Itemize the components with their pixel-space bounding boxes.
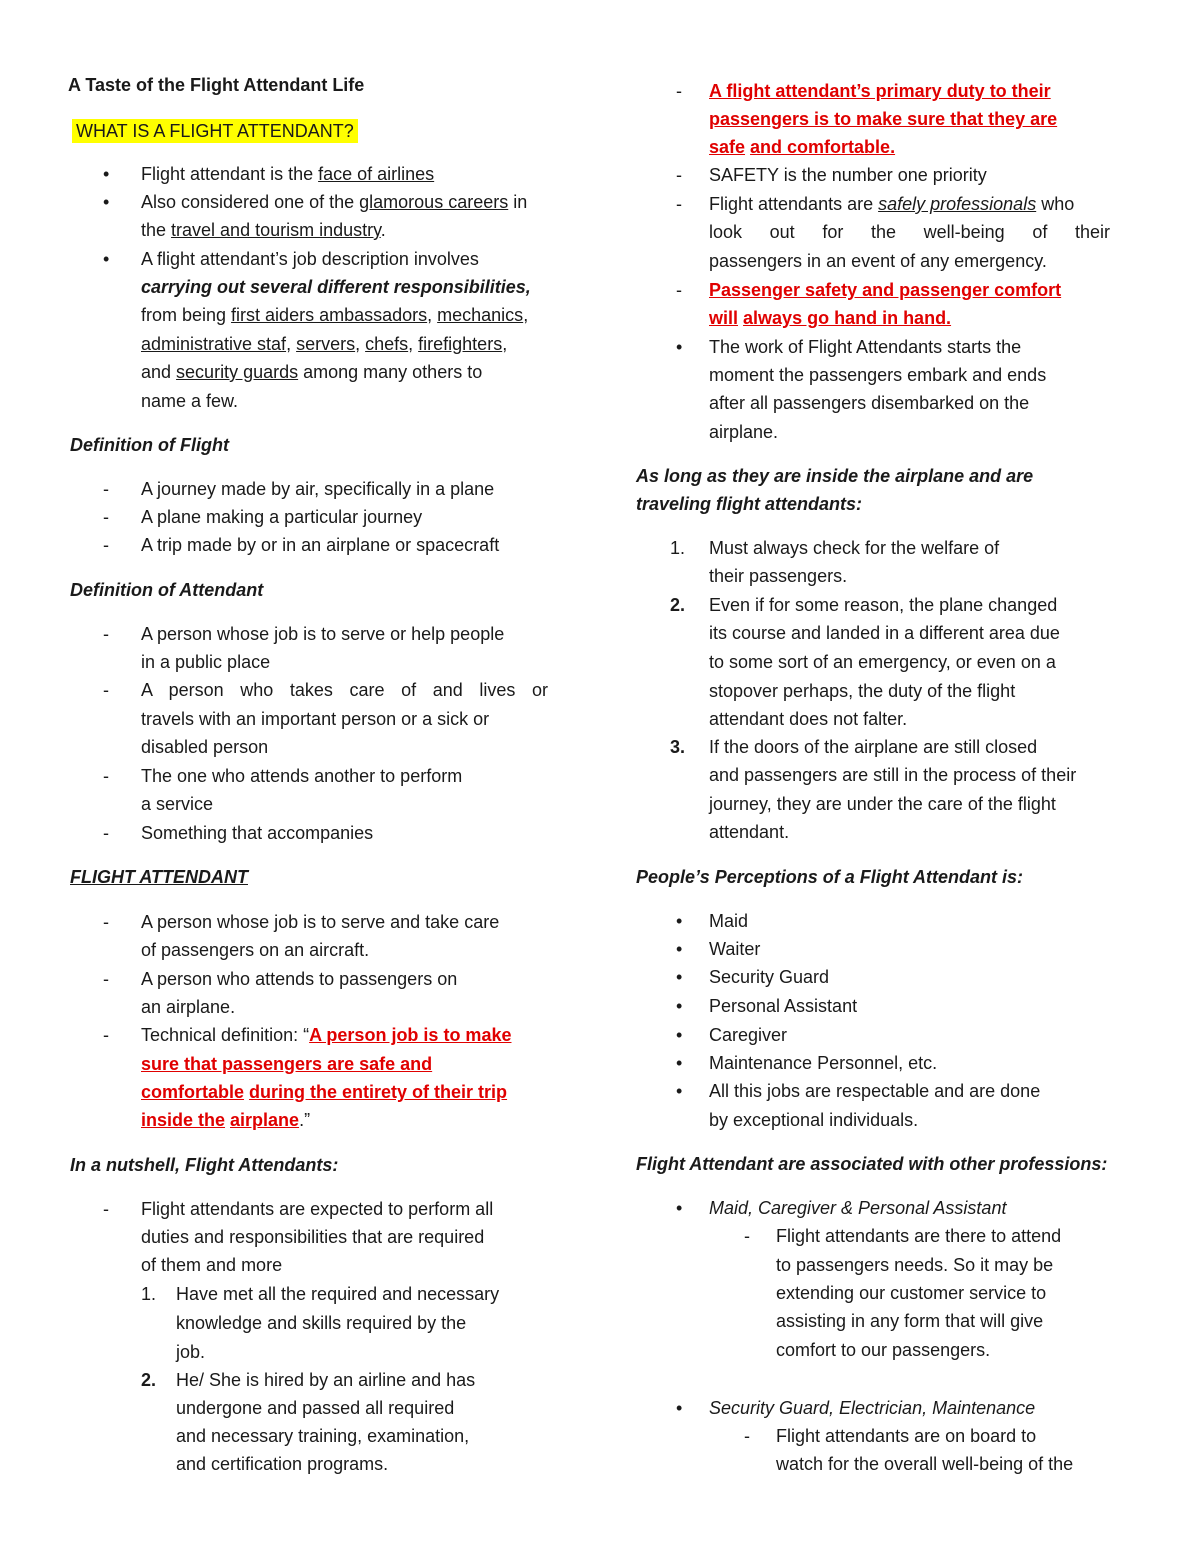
primary-duty-cont: safe and comfortable. (709, 137, 896, 157)
list-item-cont: of passengers on an aircraft. (141, 940, 370, 960)
list-item-cont: after all passengers disembarked on the (709, 393, 1030, 413)
inside-heading-cont: traveling flight attendants: (636, 494, 863, 514)
list-item: A person who takes care of and lives or (141, 680, 548, 700)
number-marker: 2. (670, 595, 686, 615)
dash-marker: - (103, 1025, 109, 1045)
numbered-item: He/ She is hired by an airline and has (176, 1370, 476, 1390)
dash-marker: - (103, 823, 109, 843)
dash-marker: - (744, 1426, 750, 1446)
list-item: Flight attendants are expected to perform all (141, 1199, 494, 1219)
list-item: Something that accompanies (141, 823, 374, 843)
list-item-cont: in a public place (141, 652, 271, 672)
document-title: A Taste of the Flight Attendant Life (68, 75, 365, 95)
list-item: A trip made by or in an airplane or spacecraft (141, 535, 500, 555)
list-item-cont: duties and responsibilities that are required (141, 1227, 485, 1247)
dash-marker: - (103, 680, 109, 700)
list-item: Security Guard (709, 967, 830, 987)
dash-marker: - (103, 766, 109, 786)
perceptions-heading: People’s Perceptions of a Flight Attendant is: (636, 867, 1024, 887)
dash-marker: - (103, 1199, 109, 1219)
numbered-item-cont: to some sort of an emergency, or even on a (709, 652, 1056, 672)
dash-marker: - (676, 194, 682, 214)
list-item-cont: moment the passengers embark and ends (709, 365, 1047, 385)
list-item-cont: assisting in any form that will give (776, 1311, 1044, 1331)
profession-group: Security Guard, Electrician, Maintenance (709, 1398, 1036, 1418)
dash-marker: - (744, 1226, 750, 1246)
technical-definition-cont: comfortable during the entirety of their trip (141, 1082, 508, 1102)
list-item: A plane making a particular journey (141, 507, 423, 527)
bullet-marker: • (676, 1398, 683, 1418)
list-item-cont: watch for the overall well-being of the (776, 1454, 1074, 1474)
list-item: All this jobs are respectable and are done (709, 1081, 1041, 1101)
bullet-marker: • (103, 192, 110, 212)
dash-marker: - (103, 507, 109, 527)
number-marker: 1. (141, 1284, 157, 1304)
intro-bullet-3-l6: name a few. (141, 391, 239, 411)
list-item: A person whose job is to serve or help people (141, 624, 505, 644)
dash-marker: - (676, 81, 682, 101)
numbered-item: Must always check for the welfare of (709, 538, 1000, 558)
list-item: SAFETY is the number one priority (709, 165, 987, 185)
inside-heading: As long as they are inside the airplane and are (636, 466, 1034, 486)
list-item-cont: disabled person (141, 737, 269, 757)
number-marker: 2. (141, 1370, 157, 1390)
list-item: The work of Flight Attendants starts the (709, 337, 1022, 357)
flight-attendant-heading: FLIGHT ATTENDANT (70, 867, 248, 887)
list-item: Waiter (709, 939, 761, 959)
list-item-cont: comfort to our passengers. (776, 1340, 991, 1360)
intro-bullet-2: Also considered one of the glamorous careers in (141, 192, 528, 212)
list-item: Flight attendants are on board to (776, 1426, 1037, 1446)
bullet-marker: • (676, 1025, 683, 1045)
safety-comfort: Passenger safety and passenger comfort (709, 280, 1062, 300)
numbered-item-cont: attendant does not falter. (709, 709, 908, 729)
list-item-cont: look out for the well-being of their (709, 222, 1110, 242)
bullet-marker: • (676, 1081, 683, 1101)
numbered-item-cont: journey, they are under the care of the flight (709, 794, 1056, 814)
technical-definition-cont: sure that passengers are safe and (141, 1054, 433, 1074)
intro-bullet-2-cont: the travel and tourism industry. (141, 220, 386, 240)
list-item-cont: an airplane. (141, 997, 236, 1017)
technical-definition: Technical definition: “A person job is to make (141, 1025, 512, 1045)
list-item-cont: airplane. (709, 422, 779, 442)
bullet-marker: • (676, 939, 683, 959)
dash-marker: - (676, 280, 682, 300)
list-item-cont: extending our customer service to (776, 1283, 1047, 1303)
intro-bullet-3-l3: from being first aiders ambassadors, mechanics, (141, 305, 529, 325)
bullet-marker: • (676, 967, 683, 987)
profession-group: Maid, Caregiver & Personal Assistant (709, 1198, 1007, 1218)
list-item-cont: passengers in an event of any emergency. (709, 251, 1047, 271)
list-item: A journey made by air, specifically in a plane (141, 479, 495, 499)
numbered-item-cont: and passengers are still in the process of their (709, 765, 1077, 785)
definition-attendant-heading: Definition of Attendant (70, 580, 264, 600)
intro-bullet-1: Flight attendant is the face of airlines (141, 164, 435, 184)
intro-bullet-3-l5: and security guards among many others to (141, 362, 483, 382)
number-marker: 3. (670, 737, 686, 757)
list-item: Maid (709, 911, 749, 931)
bullet-marker: • (676, 1198, 683, 1218)
list-item-cont: of them and more (141, 1255, 283, 1275)
numbered-item-cont: its course and landed in a different area due (709, 623, 1060, 643)
list-item-cont: by exceptional individuals. (709, 1110, 919, 1130)
nutshell-heading: In a nutshell, Flight Attendants: (70, 1155, 339, 1175)
list-item: Flight attendants are there to attend (776, 1226, 1062, 1246)
list-item: Personal Assistant (709, 996, 858, 1016)
primary-duty: A flight attendant’s primary duty to their (709, 81, 1051, 101)
bullet-marker: • (103, 249, 110, 269)
list-item: A person who attends to passengers on (141, 969, 458, 989)
dash-marker: - (676, 165, 682, 185)
numbered-item-cont: job. (176, 1342, 206, 1362)
associated-heading: Flight Attendant are associated with other professions: (636, 1154, 1108, 1174)
intro-bullet-3-l4: administrative staf, servers, chefs, firefighters, (141, 334, 508, 354)
what-is-heading: WHAT IS A FLIGHT ATTENDANT? (72, 119, 358, 143)
dash-marker: - (103, 912, 109, 932)
list-item: The one who attends another to perform (141, 766, 463, 786)
numbered-item-cont: stopover perhaps, the duty of the flight (709, 681, 1016, 701)
safety-comfort-cont: will always go hand in hand. (709, 308, 952, 328)
bullet-marker: • (103, 164, 110, 184)
numbered-item-cont: their passengers. (709, 566, 848, 586)
numbered-item-cont: undergone and passed all required (176, 1398, 455, 1418)
numbered-item: Even if for some reason, the plane changed (709, 595, 1058, 615)
numbered-item-cont: attendant. (709, 822, 790, 842)
dash-marker: - (103, 535, 109, 555)
numbered-item: Have met all the required and necessary (176, 1284, 500, 1304)
number-marker: 1. (670, 538, 686, 558)
numbered-item-cont: knowledge and skills required by the (176, 1313, 467, 1333)
definition-flight-heading: Definition of Flight (70, 435, 229, 455)
dash-marker: - (103, 969, 109, 989)
intro-bullet-3-l2: carrying out several different responsibilities, (141, 277, 531, 297)
list-item: Maintenance Personnel, etc. (709, 1053, 938, 1073)
numbered-item-cont: and certification programs. (176, 1454, 389, 1474)
intro-bullet-3: A flight attendant’s job description involves (141, 249, 479, 269)
list-item: Caregiver (709, 1025, 788, 1045)
primary-duty-cont: passengers is to make sure that they are (709, 109, 1058, 129)
list-item: Flight attendants are safely professionals who (709, 194, 1075, 214)
numbered-item-cont: and necessary training, examination, (176, 1426, 470, 1446)
bullet-marker: • (676, 996, 683, 1016)
dash-marker: - (103, 479, 109, 499)
list-item: A person whose job is to serve and take care (141, 912, 500, 932)
bullet-marker: • (676, 911, 683, 931)
bullet-marker: • (676, 1053, 683, 1073)
list-item-cont: a service (141, 794, 214, 814)
technical-definition-cont: inside the airplane.” (141, 1110, 311, 1130)
bullet-marker: • (676, 337, 683, 357)
list-item-cont: to passengers needs. So it may be (776, 1255, 1054, 1275)
dash-marker: - (103, 624, 109, 644)
list-item-cont: travels with an important person or a sick or (141, 709, 490, 729)
numbered-item: If the doors of the airplane are still closed (709, 737, 1038, 757)
